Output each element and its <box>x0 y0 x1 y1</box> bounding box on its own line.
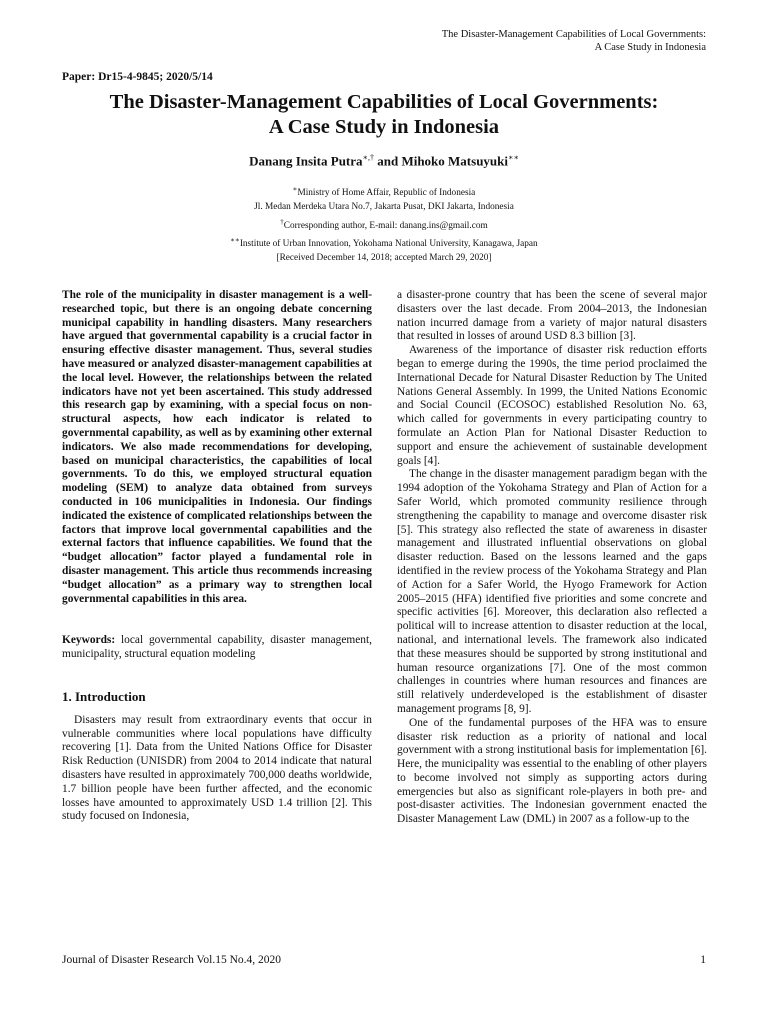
intro-paragraph-4: The change in the disaster management paradigm began with the 1994 adoption of the Yokohama Strategy and Plan of Action for a Safer World, which promoted community resilience through strengthening the capability to manage and overcome disaster risk [5]. This strategy also reflected the state of awareness in disaster management and illustrated influential observations on global disaster reduction. Based on the lessons learned and the gaps identified in the review process of the Yokohama Strategy and Plan of Action for a Safer World, the Hyogo Framework for Action 2005–2015 (HFA) identified five priorities and some concrete and specific activities [6]. Moreover, this declaration also reflected a political will to increase attention to disaster reduction at the local, national, and international levels. The framework also indicated that these measures should be supported by strong institutional and human resource organizations [7]. One of the most common challenges in countries where human resources and finances are still relatively underdeveloped is the establishment of disaster management programs [8, 9]. <box>397 468 707 715</box>
author-list <box>40 153 728 169</box>
keywords <box>62 634 372 662</box>
running-header <box>442 28 706 54</box>
author-2-marks: ∗∗ <box>508 153 519 162</box>
running-header-line-2: A Case Study in Indonesia <box>594 42 706 53</box>
left-column <box>62 289 372 824</box>
affiliation-2-text: Institute of Urban Innovation, Yokohama National University, Kanagawa, Japan <box>239 238 538 249</box>
corresponding-author <box>40 215 728 233</box>
author-1: Danang Insita Putra <box>249 153 363 169</box>
affiliation-1 <box>40 182 728 200</box>
received-dates: [Received December 14, 2018; accepted March 29, 2020] <box>276 253 492 264</box>
affiliation-1-text: Ministry of Home Affair, Republic of Indonesia <box>297 188 476 199</box>
author-conjunction: and <box>373 153 402 169</box>
corresponding-author-text: Corresponding author, E-mail: danang.ins@gmail.com <box>283 220 488 231</box>
title-line-1: The Disaster-Management Capabilities of Local Governments: <box>109 91 659 113</box>
intro-paragraph-1: Disasters may result from extraordinary events that occur in vulnerable communities where local populations have difficulty recovering [1]. Data from the United Nations Office for Disaster Risk Reduction (UNISDR) from 2004 to 2014 indicate that natural disasters have resulted in approximately 700,000 deaths worldwide, 1.7 billion people have been further affected, and the economic losses have amounted to approximately USD 1.4 trillion [2]. This study focused on Indonesia, <box>62 713 372 823</box>
running-header-line-1: The Disaster-Management Capabilities of Local Governments: <box>441 29 706 40</box>
affiliation-2 <box>40 233 728 251</box>
paper-title <box>40 90 728 140</box>
title-line-2: A Case Study in Indonesia <box>268 116 500 138</box>
right-column <box>397 289 707 827</box>
affiliation-2-mark: † <box>280 217 284 226</box>
section-heading-introduction: 1. Introduction <box>62 688 146 704</box>
intro-paragraph-2: a disaster-prone country that has been the scene of several major disasters over the last decade. From 2004–2013, the Indonesian nation incurred damage from a variety of major natural disasters that resulted in losses of around USD 8.3 billion [3]. <box>397 289 707 343</box>
footer-journal: Journal of Disaster Research Vol.15 No.4, 2020 <box>62 954 281 966</box>
intro-paragraph-3: Awareness of the importance of disaster risk reduction efforts began to emerge during the 1990s, the time period proclaimed the International Decade for Natural Disaster Reduction by The United Nations General Assembly. In 1999, the United Nations Economic and Social Council (ECOSOC) established Resolution No. 63, which called for governments in every participating country to formulate an Action Plan for National Disaster Reduction to support and ensure the achievement of sustainable development goals [4]. <box>397 344 707 467</box>
affiliation-3-mark: ∗∗ <box>230 235 240 244</box>
affiliation-1-mark: ∗ <box>292 185 298 193</box>
keywords-label: Keywords: <box>62 634 116 647</box>
affiliations <box>40 182 728 265</box>
intro-paragraph-5: One of the fundamental purposes of the HFA was to ensure disaster risk reduction as a priority of national and local government with a strong institutional basis for implementation [6]. Here, the municipality was essential to the enabling of other players to become involved not simply as supporting actors during emergencies but also as significant role-players in both pre- and post-disaster activities. The Indonesian government enacted the Disaster Management Law (DML) in 2007 as a follow-up to the <box>397 716 707 826</box>
affiliation-1-address: Jl. Medan Merdeka Utara No.7, Jakarta Pusat, DKI Jakarta, Indonesia <box>254 202 514 213</box>
author-1-marks: ∗,† <box>362 153 374 162</box>
author-2: Mihoko Matsuyuki <box>401 153 508 169</box>
keywords-text: local governmental capability, disaster management, municipality, structural equation modeling <box>62 634 372 661</box>
page-number: 1 <box>700 954 706 966</box>
paper-id: Paper: Dr15-4-9845; 2020/5/14 <box>62 71 213 83</box>
abstract: The role of the municipality in disaster management is a well-researched topic, but there is an ongoing debate concerning municipal capability in handling disasters. Many researchers have argued that governmental capability is a crucial factor in ensuring effective disaster management. Thus, several studies have measured or analyzed disaster-management capabilities at the local level. However, the relationships between the related indicators have not yet been ascertained. This study addressed this research gap by examining, with a special focus on non-structural aspects, how each indicator is related to governmental capability, as well as by examining other external indicators. We also made recommendations for developing, based on municipal characteristics, the capabilities of local governments. To do this, we employed structural equation modeling (SEM) to analyze data obtained from surveys conducted in 106 municipalities in Indonesia. Our findings indicated the existence of complicated relationships between the factors that improve local governmental capabilities and the external factors that influence capabilities. We found that the “budget allocation” factor played a fundamental role in disaster management. This article thus recommends increasing “budget allocation” as a primary way to strengthen local governmental capabilities in this area. <box>62 289 372 605</box>
